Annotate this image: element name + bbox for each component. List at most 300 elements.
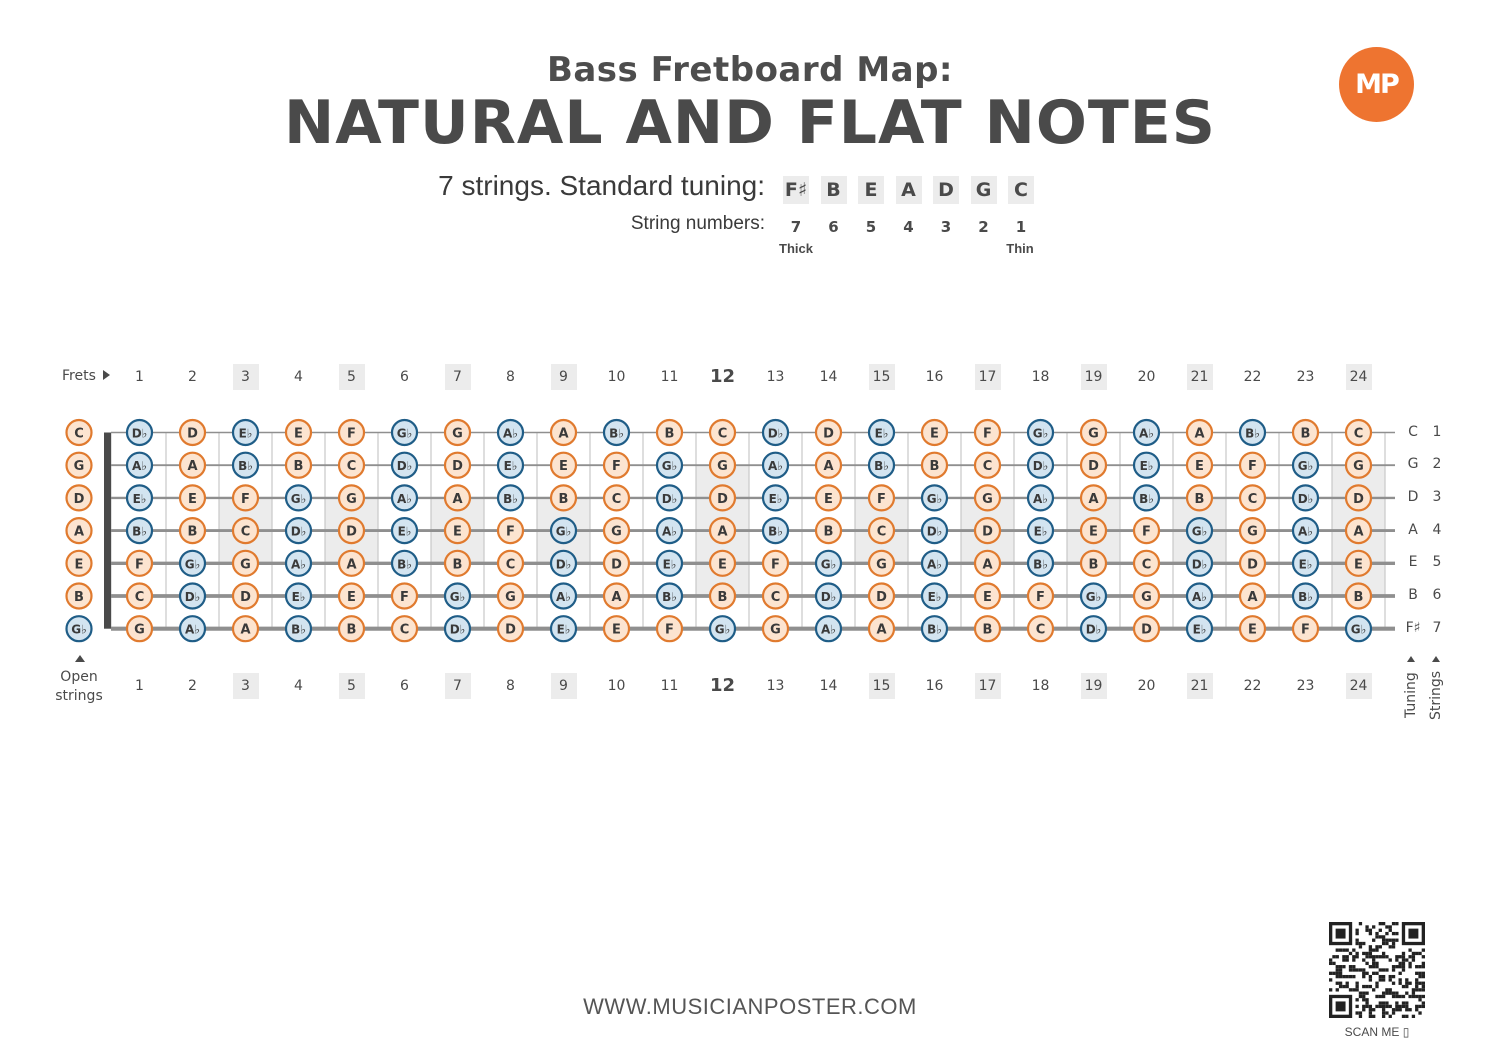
fret-note (498, 584, 523, 609)
fret-note (710, 584, 735, 609)
fret-note (1293, 584, 1318, 609)
svg-text:G: G (346, 491, 357, 507)
svg-text:B♭: B♭ (662, 590, 677, 604)
svg-text:B: B (74, 590, 84, 605)
svg-text:D: D (1353, 491, 1364, 507)
fret-note (1240, 518, 1265, 543)
svg-text:B: B (717, 590, 728, 605)
svg-text:C: C (1247, 491, 1258, 507)
fret-number-label: 8 (506, 678, 515, 694)
svg-text:B♭: B♭ (874, 459, 889, 474)
svg-text:E♭: E♭ (662, 557, 677, 572)
svg-text:D♭: D♭ (820, 590, 837, 604)
fret-number-label: 18 (1031, 678, 1050, 694)
fret-note (657, 584, 682, 609)
svg-text:E♭: E♭ (1139, 459, 1154, 474)
svg-text:A♭: A♭ (662, 524, 677, 539)
fret-number-label: 5 (339, 673, 365, 699)
svg-text:E: E (347, 590, 356, 605)
svg-text:A: A (982, 557, 993, 573)
svg-text:A: A (611, 590, 622, 605)
fret-number-label: 3 (233, 364, 259, 390)
fret-note (922, 420, 947, 445)
fret-note (498, 420, 523, 445)
fret-number-label: 11 (660, 369, 679, 385)
fret-note (763, 453, 788, 478)
svg-text:C: C (1353, 426, 1364, 442)
open-label-line2: strings (55, 688, 103, 704)
svg-text:E: E (983, 590, 992, 605)
fret-note (392, 518, 417, 543)
svg-text:G: G (876, 557, 887, 573)
fret-note (604, 616, 629, 641)
fret-note (1134, 584, 1159, 609)
svg-text:B♭: B♭ (397, 557, 412, 572)
tuning-axis-label: Tuning (1403, 672, 1419, 718)
fret-number-label: 5 (339, 364, 365, 390)
brand-logo: MP (1339, 47, 1414, 122)
svg-text:A: A (73, 524, 85, 540)
svg-text:F: F (1248, 459, 1257, 475)
fret-note (445, 584, 470, 609)
fret-number-label: 13 (766, 678, 785, 694)
fret-number-label: 22 (1243, 678, 1262, 694)
qr-code[interactable] (1329, 922, 1425, 1018)
svg-text:D♭: D♭ (449, 622, 466, 637)
fret-note (1028, 584, 1053, 609)
fret-note (1028, 551, 1053, 576)
fret-note (286, 616, 311, 641)
tuning-note-box: F♯ (783, 176, 809, 204)
fret-note (1187, 584, 1212, 609)
right-string-number: 2 (1432, 456, 1442, 473)
fret-note (233, 420, 258, 445)
svg-text:F: F (983, 426, 992, 442)
svg-text:C: C (770, 590, 781, 605)
svg-text:F: F (347, 426, 356, 442)
fret-note (233, 485, 258, 510)
svg-text:A♭: A♭ (821, 622, 836, 637)
website-url[interactable]: WWW.MUSICIANPOSTER.COM (583, 994, 917, 1019)
svg-text:E♭: E♭ (1298, 557, 1313, 572)
scan-me-label (1329, 1025, 1425, 1039)
svg-text:D♭: D♭ (555, 557, 572, 572)
string-number: 4 (903, 218, 914, 236)
svg-text:E: E (453, 524, 462, 540)
fret-note (657, 518, 682, 543)
fret-note (1134, 616, 1159, 641)
fret-note (392, 584, 417, 609)
svg-text:D♭: D♭ (1297, 491, 1314, 506)
string-numbers-label: String numbers: (630, 213, 765, 234)
fret-number-label: 13 (766, 369, 785, 385)
svg-text:D♭: D♭ (290, 524, 307, 539)
svg-text:G♭: G♭ (449, 590, 466, 604)
svg-text:G: G (982, 491, 993, 507)
svg-text:C: C (134, 590, 145, 605)
fret-number-label: 10 (607, 369, 626, 385)
svg-text:G: G (505, 590, 516, 605)
fret-note (975, 485, 1000, 510)
svg-text:F: F (612, 459, 621, 475)
fret-note (127, 616, 152, 641)
svg-text:A♭: A♭ (132, 459, 147, 474)
svg-text:G♭: G♭ (1297, 459, 1314, 474)
svg-text:A: A (717, 524, 728, 540)
fret-note (392, 420, 417, 445)
fret-note (763, 420, 788, 445)
fret-note (445, 518, 470, 543)
fret-note (816, 485, 841, 510)
fret-note (710, 518, 735, 543)
fret-number-label: 20 (1137, 678, 1156, 694)
svg-text:A: A (452, 491, 463, 507)
fret-number-label: 23 (1296, 678, 1315, 694)
fret-note (1187, 551, 1212, 576)
fret-note (710, 616, 735, 641)
svg-text:B♭: B♭ (1245, 426, 1260, 441)
fret-note (604, 584, 629, 609)
svg-text:G♭: G♭ (1350, 622, 1367, 637)
fret-note (1346, 584, 1371, 609)
svg-text:A: A (823, 459, 834, 475)
fret-number-label: 6 (400, 369, 409, 385)
svg-text:E♭: E♭ (238, 426, 253, 441)
fret-note (763, 485, 788, 510)
thin-label: Thin (1006, 241, 1034, 256)
fret-note (710, 453, 735, 478)
fret-note (922, 485, 947, 510)
fret-number-label: 15 (869, 364, 895, 390)
fret-note (922, 453, 947, 478)
svg-text:G: G (611, 524, 622, 540)
fret-number-label: 14 (819, 678, 838, 694)
fret-note (1081, 453, 1106, 478)
strings-arrow-icon (1432, 656, 1440, 662)
string-number: 7 (790, 218, 802, 236)
fret-number-label: 9 (551, 364, 577, 390)
right-string-number: 4 (1432, 521, 1442, 538)
svg-text:B♭: B♭ (1033, 557, 1048, 572)
svg-text:G♭: G♭ (71, 622, 87, 637)
svg-text:G: G (1088, 426, 1099, 442)
svg-text:E: E (1195, 459, 1204, 475)
fret-note (1187, 485, 1212, 510)
open-string-note (67, 551, 92, 576)
svg-text:F: F (1036, 590, 1045, 605)
fret-note (869, 551, 894, 576)
fret-note (392, 485, 417, 510)
fret-note (975, 584, 1000, 609)
svg-text:D: D (1141, 622, 1152, 638)
svg-text:D: D (717, 491, 728, 507)
fret-note (922, 616, 947, 641)
fret-number-label: 4 (294, 678, 303, 694)
svg-text:A: A (346, 557, 357, 573)
svg-text:E♭: E♭ (1192, 622, 1207, 637)
svg-text:D♭: D♭ (767, 426, 784, 441)
fret-note (1293, 551, 1318, 576)
fret-note (816, 584, 841, 609)
string-number: 5 (865, 218, 877, 236)
fret-note (445, 420, 470, 445)
open-string-note (67, 485, 92, 510)
svg-text:G: G (240, 557, 251, 573)
fret-note (1081, 616, 1106, 641)
svg-text:D: D (823, 426, 834, 442)
svg-text:B: B (1353, 590, 1364, 605)
svg-text:E♭: E♭ (291, 590, 306, 604)
svg-text:F: F (506, 524, 515, 540)
fret-number-label: 2 (188, 678, 197, 694)
svg-text:F: F (1142, 524, 1151, 540)
fret-note (1028, 518, 1053, 543)
fret-note (392, 616, 417, 641)
phone-icon: ▯ (1402, 1025, 1410, 1039)
fret-note (1293, 453, 1318, 478)
fret-note (604, 551, 629, 576)
tuning-arrow-icon (1407, 656, 1415, 662)
fret-note (551, 584, 576, 609)
svg-text:D♭: D♭ (926, 524, 943, 539)
svg-text:E♭: E♭ (556, 622, 571, 637)
fret-note (180, 584, 205, 609)
fret-note (551, 518, 576, 543)
svg-text:D♭: D♭ (396, 459, 413, 474)
svg-text:G: G (1353, 459, 1364, 475)
thick-label: Thick (779, 241, 813, 256)
svg-text:B: B (664, 426, 675, 442)
fret-note (1240, 584, 1265, 609)
tuning-note-box: C (1008, 176, 1034, 204)
fret-note (551, 485, 576, 510)
fret-note (1187, 420, 1212, 445)
svg-text:G♭: G♭ (555, 524, 572, 539)
svg-text:D♭: D♭ (661, 491, 678, 506)
svg-text:G♭: G♭ (1032, 426, 1049, 441)
svg-text:F: F (771, 557, 780, 573)
fret-note (1240, 616, 1265, 641)
svg-text:A♭: A♭ (1298, 524, 1313, 539)
fret-number-label: 11 (660, 678, 679, 694)
fret-note (1187, 616, 1212, 641)
right-tuning-label: A (1408, 521, 1418, 538)
svg-text:A♭: A♭ (768, 459, 783, 474)
fret-note (286, 518, 311, 543)
svg-text:F: F (665, 622, 674, 638)
fret-note (1293, 518, 1318, 543)
fret-note (763, 616, 788, 641)
fret-note (233, 551, 258, 576)
svg-text:D: D (187, 426, 198, 442)
svg-text:D: D (73, 491, 85, 507)
fret-note (1240, 485, 1265, 510)
right-tuning-label: G (1407, 456, 1419, 473)
fret-note (710, 420, 735, 445)
fret-number-label: 7 (445, 673, 471, 699)
fret-note (180, 453, 205, 478)
svg-text:B: B (823, 524, 834, 540)
tuning-description: 7 strings. Standard tuning: (438, 170, 765, 201)
svg-text:A♭: A♭ (927, 557, 942, 572)
fret-note (180, 518, 205, 543)
scan-me-text: SCAN ME (1344, 1025, 1400, 1039)
fret-number-label: 14 (819, 369, 838, 385)
fret-note (180, 420, 205, 445)
svg-text:A: A (187, 459, 198, 475)
tuning-note-box: A (896, 176, 922, 204)
string-number: 1 (1015, 218, 1027, 236)
svg-text:A: A (240, 622, 251, 638)
fret-note (551, 420, 576, 445)
svg-text:E♭: E♭ (132, 491, 147, 506)
fret-note (1346, 485, 1371, 510)
open-string-note (67, 616, 92, 641)
svg-text:B: B (293, 459, 304, 475)
open-label-line1: Open (60, 669, 98, 685)
svg-text:G♭: G♭ (1085, 590, 1102, 604)
fret-note (1293, 616, 1318, 641)
svg-text:D: D (876, 590, 887, 605)
svg-text:G♭: G♭ (714, 622, 731, 637)
fret-note (127, 420, 152, 445)
svg-text:F: F (241, 491, 250, 507)
string-number: 6 (828, 218, 839, 236)
fret-note (1346, 551, 1371, 576)
fret-note (1081, 551, 1106, 576)
svg-text:C: C (399, 622, 410, 638)
fret-note (1187, 453, 1212, 478)
svg-text:G: G (1247, 524, 1258, 540)
right-string-number: 6 (1432, 587, 1442, 603)
fret-note (975, 453, 1000, 478)
svg-text:C: C (505, 557, 516, 573)
svg-text:C: C (346, 459, 357, 475)
svg-text:G♭: G♭ (1191, 524, 1208, 539)
fret-note (869, 584, 894, 609)
svg-text:D: D (1088, 459, 1099, 475)
svg-text:G: G (770, 622, 781, 638)
svg-text:D: D (1247, 557, 1258, 573)
fret-number-label: 18 (1031, 369, 1050, 385)
svg-text:E: E (294, 426, 303, 442)
fret-note (1028, 616, 1053, 641)
fret-note (445, 453, 470, 478)
svg-text:G♭: G♭ (661, 459, 678, 474)
fret-note (1081, 420, 1106, 445)
fret-note (498, 518, 523, 543)
fret-number-label: 12 (709, 675, 736, 696)
svg-text:A♭: A♭ (1192, 590, 1207, 604)
svg-text:F: F (135, 557, 144, 573)
fret-note (922, 551, 947, 576)
svg-text:C: C (611, 491, 622, 507)
svg-text:E: E (74, 557, 84, 573)
string-number: 3 (940, 218, 952, 236)
fret-number-label: 12 (709, 366, 736, 387)
fret-note (286, 584, 311, 609)
fret-number-label: 20 (1137, 369, 1156, 385)
svg-text:G♭: G♭ (926, 491, 943, 506)
fret-note (233, 584, 258, 609)
svg-text:C: C (982, 459, 993, 475)
svg-text:B♭: B♭ (609, 426, 624, 441)
fret-note (816, 453, 841, 478)
fret-number-label: 8 (506, 369, 515, 385)
fret-note (286, 551, 311, 576)
svg-text:A♭: A♭ (503, 426, 518, 441)
fret-number-label: 10 (607, 678, 626, 694)
fret-note (339, 453, 364, 478)
open-string-note (67, 420, 92, 445)
fret-note (286, 420, 311, 445)
svg-text:B: B (929, 459, 940, 475)
right-tuning-label: D (1407, 488, 1419, 505)
nut (104, 433, 111, 629)
string-number: 2 (978, 218, 989, 236)
fret-note (763, 518, 788, 543)
svg-text:B: B (1194, 491, 1205, 507)
right-tuning-label: E (1408, 554, 1418, 571)
fret-note (1081, 584, 1106, 609)
tuning-note-box: D (933, 176, 959, 204)
poster-title: NATURAL AND FLAT NOTES (284, 88, 1216, 158)
fret-note (710, 551, 735, 576)
fret-note (339, 616, 364, 641)
svg-text:E: E (1089, 524, 1098, 540)
fret-note (1346, 453, 1371, 478)
svg-text:F: F (1301, 622, 1310, 638)
svg-text:C: C (876, 524, 887, 540)
fret-note (657, 420, 682, 445)
svg-text:E♭: E♭ (927, 590, 942, 604)
fret-note (339, 485, 364, 510)
fret-note (1028, 420, 1053, 445)
svg-text:B: B (452, 557, 463, 573)
fret-number-label: 19 (1081, 673, 1107, 699)
fret-note (286, 453, 311, 478)
fret-number-label: 3 (233, 673, 259, 699)
fret-note (339, 420, 364, 445)
open-strings-label (48, 668, 110, 706)
svg-text:E: E (1354, 557, 1363, 573)
svg-text:D♭: D♭ (184, 590, 201, 604)
fret-note (127, 551, 152, 576)
fret-note (233, 453, 258, 478)
svg-text:E♭: E♭ (874, 426, 889, 441)
fret-note (127, 453, 152, 478)
fret-note (445, 551, 470, 576)
fret-note (869, 420, 894, 445)
poster-subtitle: Bass Fretboard Map: (546, 50, 954, 90)
fret-note (922, 518, 947, 543)
right-string-number: 1 (1432, 423, 1442, 440)
open-string-note (67, 518, 92, 543)
svg-text:B♭: B♭ (768, 524, 783, 539)
svg-text:D: D (346, 524, 357, 540)
svg-text:B♭: B♭ (132, 524, 147, 539)
fret-note (1134, 453, 1159, 478)
fret-note (1081, 485, 1106, 510)
fret-number-label: 17 (975, 364, 1001, 390)
fret-note (975, 616, 1000, 641)
svg-text:E: E (1248, 622, 1257, 638)
fret-note (710, 485, 735, 510)
fret-note (498, 485, 523, 510)
fret-number-label: 7 (445, 364, 471, 390)
fret-note (1346, 420, 1371, 445)
svg-text:A: A (1088, 491, 1099, 507)
